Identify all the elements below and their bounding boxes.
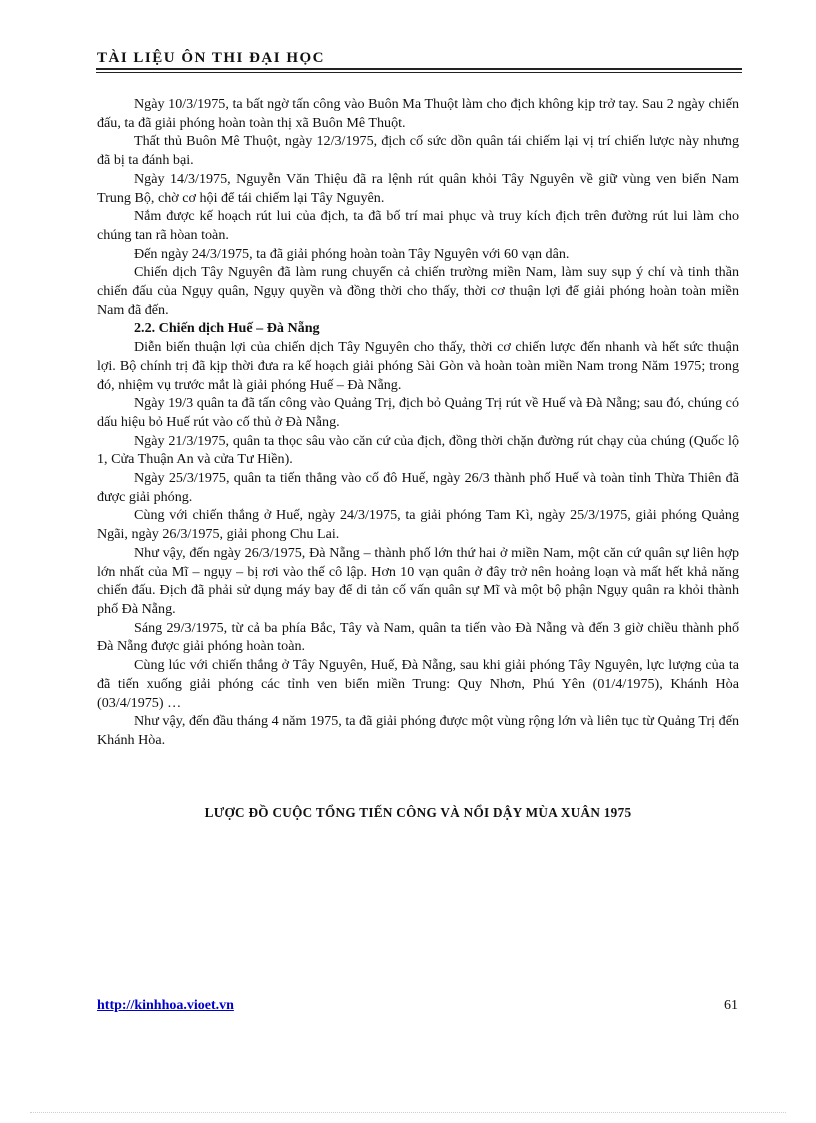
header-rule-thick: [96, 68, 742, 70]
header-rule-thin: [96, 72, 742, 73]
paragraph: Thất thủ Buôn Mê Thuột, ngày 12/3/1975, địch cố sức dồn quân tái chiếm lại vị trí chiến lược này nhưng đã bị ta đánh bại.: [97, 133, 739, 169]
paragraph: Như vậy, đến đầu tháng 4 năm 1975, ta đã giải phóng được một vùng rộng lớn và liên tục từ Quảng Trị đến Khánh Hòa.: [97, 713, 739, 748]
document-header-title: TÀI LIỆU ÔN THI ĐẠI HỌC: [97, 50, 326, 66]
paragraph: Cùng với chiến thắng ở Huế, ngày 24/3/1975, ta giải phóng Tam Kì, ngày 25/3/1975, giải phóng Quảng Ngãi, ngày 26/3/1975, giải phong Chu Lai.: [97, 507, 739, 543]
paragraph: Ngày 21/3/1975, quân ta thọc sâu vào căn cứ của địch, đồng thời chặn đường rút chạy của chúng (Quốc lộ 1, Cửa Thuận An và cửa Tư Hiền).: [97, 432, 739, 468]
page-number: 61: [724, 998, 738, 1013]
paragraph: Sáng 29/3/1975, từ cả ba phía Bắc, Tây và Nam, quân ta tiến vào Đà Nẵng và đến 3 giờ chiều thành phố Đà Nẵng được giải phóng hoàn toàn.: [97, 619, 739, 655]
paragraph: Đến ngày 24/3/1975, ta đã giải phóng hoàn toàn Tây Nguyên với 60 vạn dân.: [134, 245, 570, 262]
paragraph: Cùng lúc với chiến thắng ở Tây Nguyên, Huế, Đà Nẵng, sau khi giải phóng Tây Nguyên, lực lượng của ta đã tiến xuống giải phóng các tỉnh ven biển miền Trung: Quy Nhơn, Phú Yên (01/4/1975), Khánh Hòa (03/4/1975) …: [97, 657, 739, 711]
paragraph: Nắm được kế hoạch rút lui của địch, ta đã bố trí mai phục và truy kích địch trên đường rút lui làm cho chúng tan rã hòan toàn.: [97, 208, 739, 243]
map-caption-title: LƯỢC ĐỒ CUỘC TỔNG TIẾN CÔNG VÀ NỔI DẬY MÙA XUÂN 1975: [204, 805, 632, 820]
page-bottom-border: [30, 1112, 786, 1113]
paragraph: Ngày 19/3 quân ta đã tấn công vào Quảng Trị, địch bỏ Quảng Trị rút về Huế và Đà Nẵng; sau đó, chúng có dấu hiệu bỏ Huế rút vào cố thủ ở Đà Nẵng.: [97, 395, 739, 430]
section-heading: 2.2. Chiến dịch Huế – Đà Nẵng: [134, 320, 320, 337]
paragraph: Diễn biến thuận lợi của chiến dịch Tây Nguyên cho thấy, thời cơ chiến lược đến nhanh và hết sức thuận lợi. Bộ chính trị đã kịp thời đưa ra kế hoạch giải phóng Sài Gòn và hoàn toàn miền Nam trong Năm 1975; trong đó, nhiệm vụ trước mắt là giải phóng Huế – Đà Nẵng.: [97, 339, 739, 393]
paragraph: Chiến dịch Tây Nguyên đã làm rung chuyển cả chiến trường miền Nam, làm suy sụp ý chí và tinh thần chiến đấu của Ngụy quân, Ngụy quyền và đồng thời cho thấy, thời cơ thuận lợi để giải phóng hoàn toàn miền Nam đã đến.: [97, 264, 739, 318]
paragraph: Ngày 10/3/1975, ta bất ngờ tấn công vào Buôn Ma Thuột làm cho địch không kịp trở tay. Sau 2 ngày chiến đấu, ta đã giải phóng hoàn toàn thị xã Buôn Mê Thuột.: [97, 96, 739, 131]
paragraph: Ngày 14/3/1975, Nguyễn Văn Thiệu đã ra lệnh rút quân khỏi Tây Nguyên về giữ vùng ven biển Nam Trung Bộ, chờ cơ hội để tái chiếm lại Tây Nguyên.: [97, 170, 739, 206]
footer-website-link[interactable]: http://kinhhoa.vioet.vn: [97, 998, 234, 1013]
document-body: [97, 95, 739, 750]
paragraph: Ngày 25/3/1975, quân ta tiến thẳng vào cố đô Huế, ngày 26/3 thành phố Huế và toàn tỉnh Thừa Thiên đã được giải phóng.: [97, 470, 739, 505]
paragraph: Như vậy, đến ngày 26/3/1975, Đà Nẵng – thành phố lớn thứ hai ở miền Nam, một căn cứ quân sự liên hợp lớn nhất của Mĩ – ngụy – bị rơi vào thế cô lập. Hơn 10 vạn quân ở đây trở nên hoảng loạn và mất hết khả năng chiến đấu. Địch đã phải sử dụng máy bay để di tản cố vấn quân sự Mĩ và một bộ phận Ngụy quân ra khỏi thành phố Đà Nẵng.: [97, 544, 739, 617]
